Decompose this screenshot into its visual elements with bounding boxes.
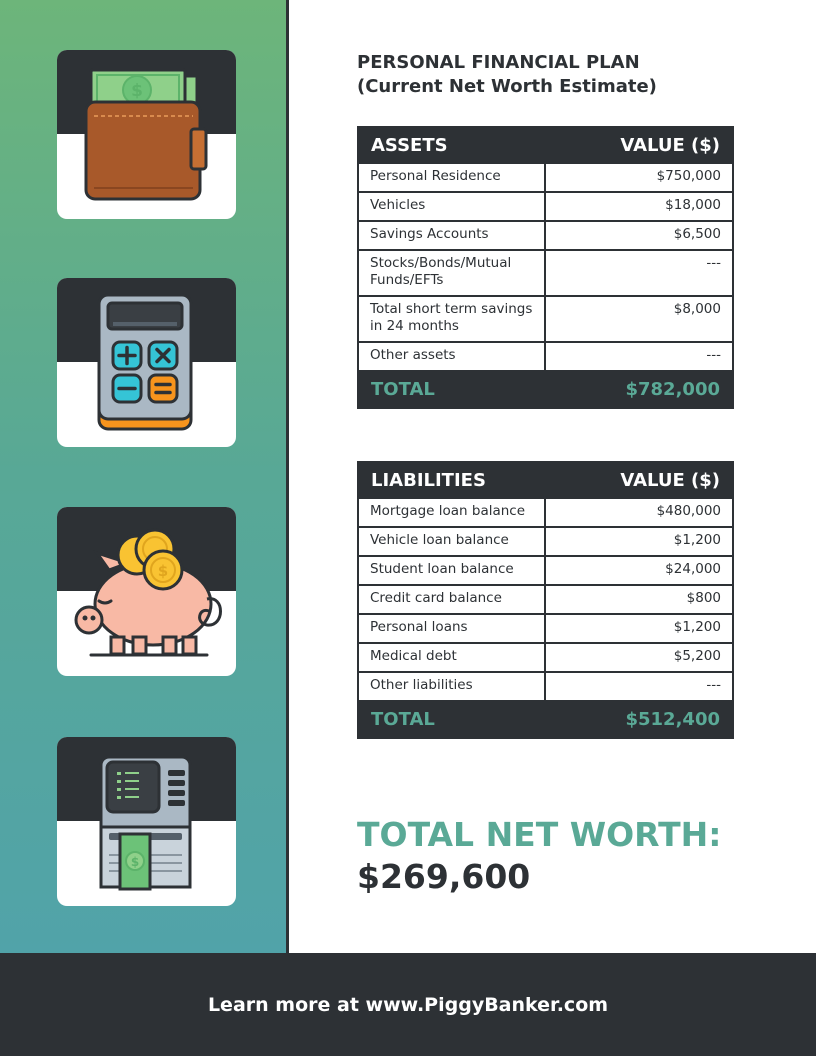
table-row (358, 614, 733, 643)
calculator-tile (57, 278, 236, 447)
liabilities-header-label: LIABILITIES (358, 462, 545, 498)
table-row (358, 498, 733, 527)
asset-value: $18,000 (545, 192, 733, 221)
atm-tile (57, 737, 236, 906)
liabilities-total-row (358, 701, 733, 738)
asset-value: --- (545, 342, 733, 371)
footer-bar (0, 953, 816, 1056)
piggy-bank-tile (57, 507, 236, 676)
liability-value: $800 (545, 585, 733, 614)
liability-value: $1,200 (545, 527, 733, 556)
net-worth-label: TOTAL NET WORTH: (357, 815, 722, 854)
table-row (358, 296, 733, 342)
asset-value: $8,000 (545, 296, 733, 342)
wallet-tile (57, 50, 236, 219)
assets-header-row (358, 127, 733, 163)
footer-link[interactable]: Learn more at www.PiggyBanker.com (207, 993, 609, 1016)
liability-label: Student loan balance (358, 556, 545, 585)
asset-label: Savings Accounts (358, 221, 545, 250)
asset-value: $6,500 (545, 221, 733, 250)
liabilities-total-label: TOTAL (358, 701, 545, 738)
asset-label: Vehicles (358, 192, 545, 221)
assets-total-label: TOTAL (358, 371, 545, 408)
svg-text:$: $ (131, 81, 143, 101)
assets-header-value: VALUE ($) (545, 127, 733, 163)
svg-text:$: $ (157, 562, 169, 580)
liabilities-header-value: VALUE ($) (545, 462, 733, 498)
liability-label: Other liabilities (358, 672, 545, 701)
asset-value: $750,000 (545, 163, 733, 192)
table-row (358, 585, 733, 614)
assets-table (357, 126, 734, 409)
liability-label: Personal loans (358, 614, 545, 643)
liability-value: $480,000 (545, 498, 733, 527)
liability-value: $24,000 (545, 556, 733, 585)
table-row (358, 672, 733, 701)
liabilities-total-value: $512,400 (545, 701, 733, 738)
calculator-icon (57, 278, 236, 447)
asset-label: Other assets (358, 342, 545, 371)
liability-label: Mortgage loan balance (358, 498, 545, 527)
liabilities-header-row (358, 462, 733, 498)
liability-value: --- (545, 672, 733, 701)
table-row (358, 643, 733, 672)
svg-text:$: $ (130, 855, 140, 869)
asset-label: Stocks/Bonds/Mutual Funds/EFTs (358, 250, 545, 296)
liability-label: Medical debt (358, 643, 545, 672)
assets-header-label: ASSETS (358, 127, 545, 163)
liability-value: $1,200 (545, 614, 733, 643)
liabilities-table (357, 461, 734, 739)
liability-value: $5,200 (545, 643, 733, 672)
assets-total-value: $782,000 (545, 371, 733, 408)
panel-divider (286, 0, 289, 953)
net-worth-value: $269,600 (357, 857, 531, 896)
asset-label: Total short term savings in 24 months (358, 296, 545, 342)
assets-total-row (358, 371, 733, 408)
table-row (358, 221, 733, 250)
asset-value: --- (545, 250, 733, 296)
table-row (358, 556, 733, 585)
wallet-icon (57, 50, 236, 219)
page-title: PERSONAL FINANCIAL PLAN (357, 52, 640, 73)
left-icon-panel (0, 0, 286, 953)
asset-label: Personal Residence (358, 163, 545, 192)
atm-icon (57, 737, 236, 906)
page-heading (357, 51, 737, 99)
table-row (358, 192, 733, 221)
table-row (358, 527, 733, 556)
piggy-bank-icon (57, 507, 236, 676)
liability-label: Credit card balance (358, 585, 545, 614)
page-subtitle: (Current Net Worth Estimate) (357, 76, 657, 97)
table-row (358, 342, 733, 371)
liability-label: Vehicle loan balance (358, 527, 545, 556)
table-row (358, 250, 733, 296)
table-row (358, 163, 733, 192)
